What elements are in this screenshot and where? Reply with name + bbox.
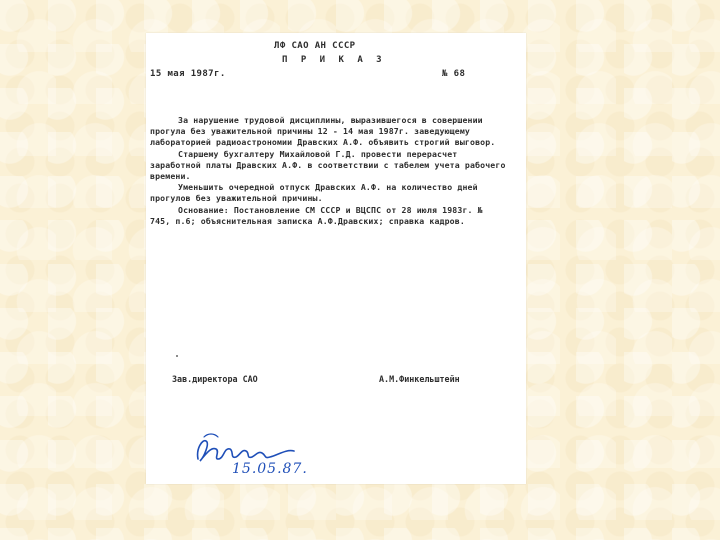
paragraph-vacation: Уменьшить очередной отпуск Дравских А.Ф. на количество дней прогулов без уважительной причины. bbox=[150, 182, 478, 204]
paragraph-recalculation: Старшему бухгалтеру Михайловой Г.Д. провести перерасчет заработной платы Дравских А.Ф. в соответствии с табелем учета рабочего времени. bbox=[150, 148, 506, 182]
document-title: П Р И К А З bbox=[282, 55, 386, 65]
paragraph-reprimand: За нарушение трудовой дисциплины, выразившегося в совершении прогула без уважительной причины 12 - 14 мая 1987г. заведующему лабораторией радиоастрономии Дравских А.Ф. объявить строгий выговор. bbox=[150, 115, 496, 148]
order-number: № 68 bbox=[442, 69, 466, 79]
organization-header: ЛФ САО АН СССР bbox=[274, 41, 356, 51]
paragraph-basis: Основание: Постановление СМ СССР и ВЦСПС от 28 июля 1983г. № 745, п.6; объяснительная записка А.Ф.Дравских; справка кадров. bbox=[150, 204, 483, 226]
signatory-name: А.М.Финкельштейн bbox=[379, 374, 460, 384]
order-body bbox=[150, 115, 508, 227]
order-document bbox=[146, 33, 526, 484]
order-date: 15 мая 1987г. bbox=[150, 69, 226, 79]
signatory-position: Зав.директора САО bbox=[172, 374, 258, 384]
handwritten-date: 15.05.87. bbox=[232, 461, 308, 477]
paper-speck bbox=[176, 355, 178, 357]
